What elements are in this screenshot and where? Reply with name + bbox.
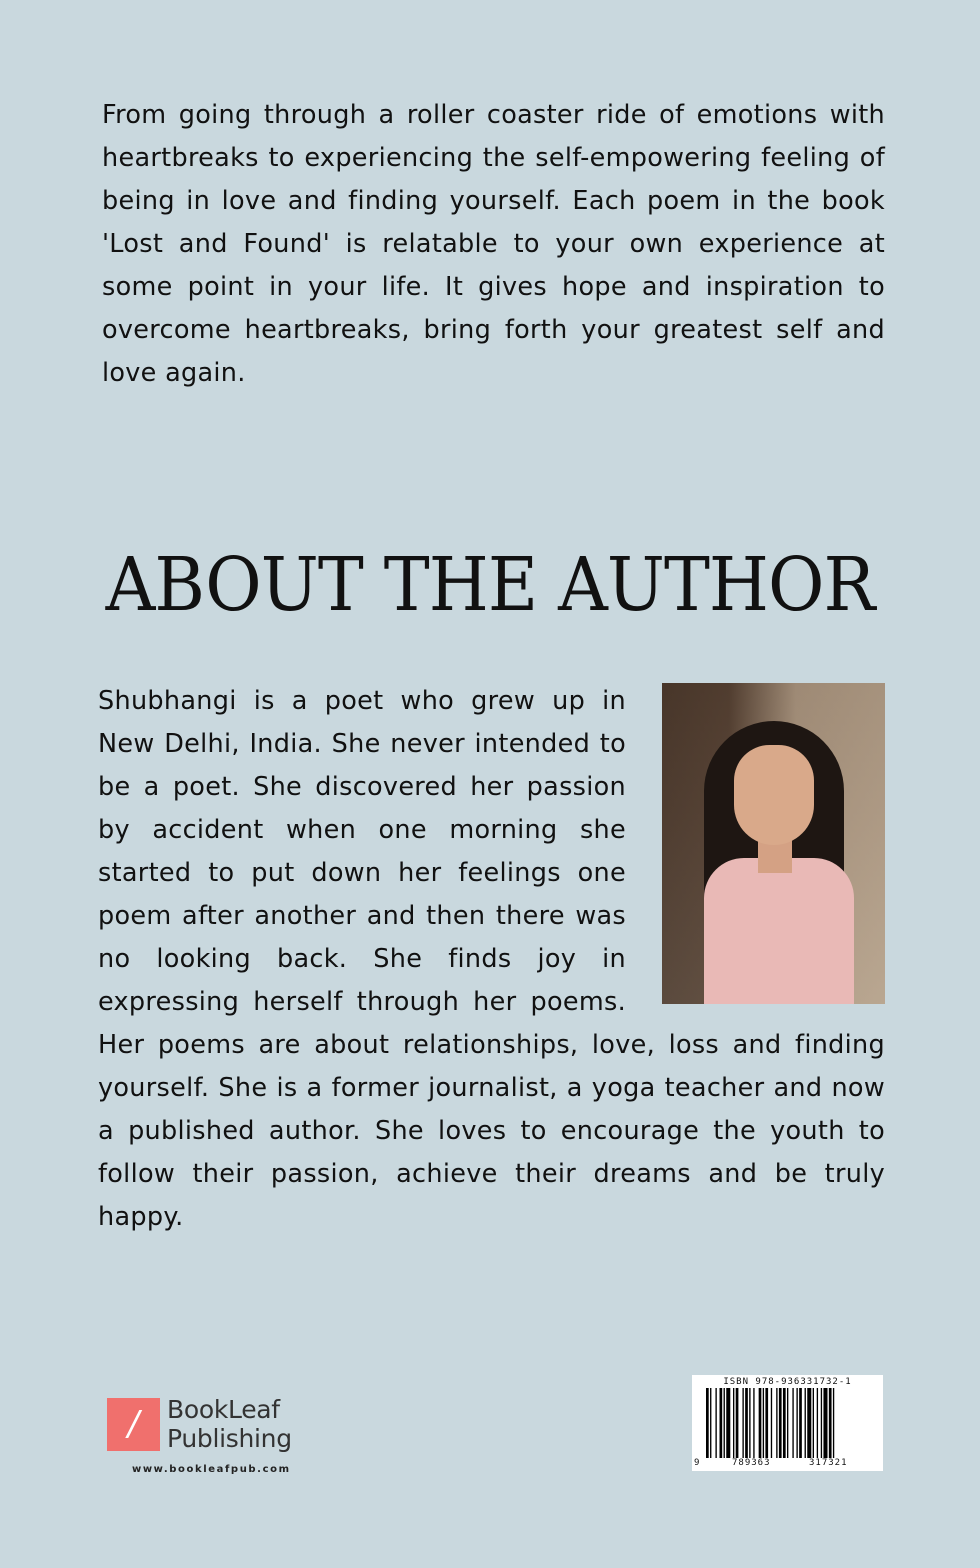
book-blurb: From going through a roller coaster ride of emotions with heartbreaks to experiencing the self-empowering feeling of being in love and finding yourself. Each poem in the book 'Lost and Found' is relatable to your own experience at some point in your life. It gives hope and inspiration to overcome heartbreaks, bring forth your greatest self and love again. [102,100,885,388]
barcode-digits-left: 789363 [732,1458,771,1468]
isbn-label: ISBN 978-936331732-1 [723,1377,852,1387]
publisher-url: www.bookleafpub.com [132,1464,291,1475]
about-author-heading: ABOUT THE AUTHOR [105,542,875,628]
publisher-name-line2: Publishing [167,1424,292,1453]
author-photo [662,683,885,1004]
isbn-barcode [692,1375,883,1471]
publisher-name [167,1395,292,1453]
publisher-name-line1: BookLeaf [167,1395,280,1424]
barcode-digits-right: 317321 [809,1458,848,1468]
author-bio-section [98,680,885,1239]
bookleaf-logo-icon: / [107,1398,160,1451]
barcode-digit-first: 9 [694,1458,700,1468]
author-bio-text: Shubhangi is a poet who grew up in New Delhi, India. She never intended to be a poet. She discovered her passion by accident when one morning she started to put down her feelings one poem after another and then there was no looking back. She finds joy in expressing herself through her poems. Her poems are about relationships, love, loss and finding yourself. She is a former journalist, a yoga teacher and now a published author. She loves to encourage the youth to follow their passion, achieve their dreams and be truly happy. [98,686,885,1232]
barcode-bars-icon [706,1388,874,1458]
publisher-logo [107,1397,317,1482]
